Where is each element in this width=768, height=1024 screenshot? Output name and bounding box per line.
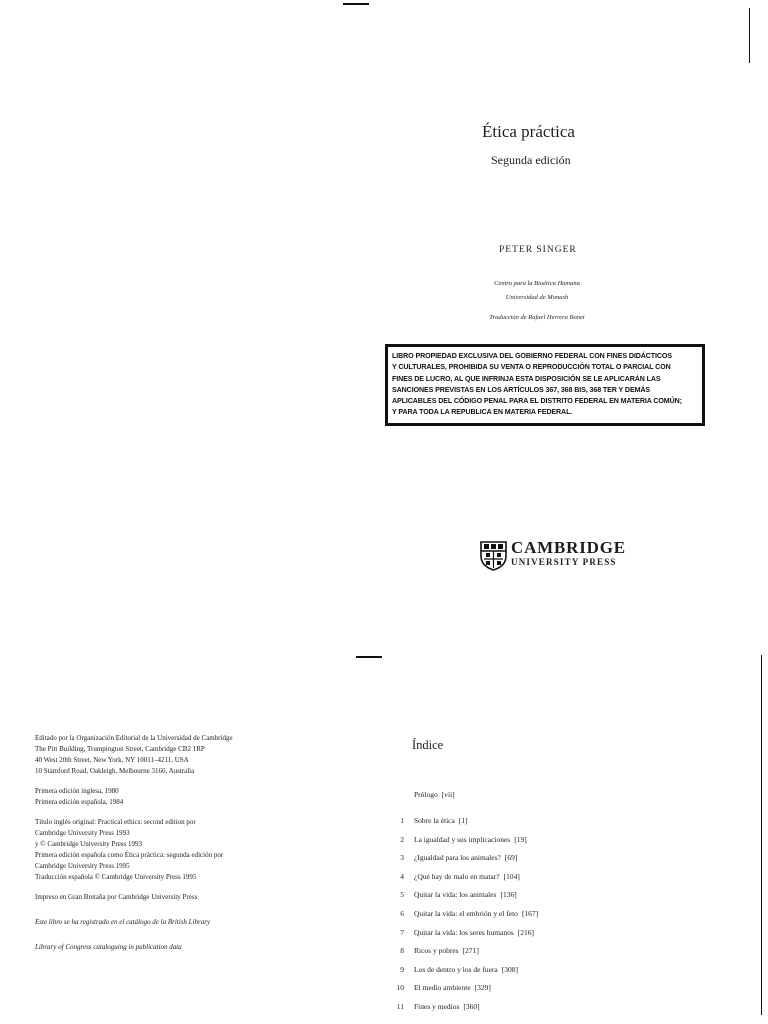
toc-page-ref: [vii] <box>441 790 455 799</box>
affiliation-university: Universidad de Monash <box>505 294 569 301</box>
copyright-line: Impreso en Gran Bretaña por Cambridge University Press <box>35 893 198 901</box>
toc-page-ref: [69] <box>504 853 518 863</box>
toc-entry-title: Sobre la ética <box>414 816 455 825</box>
copyright-line: Primera edición inglesa, 1980 <box>35 787 119 795</box>
publisher-addresses <box>35 733 335 777</box>
toc-entry-title: Fines y medios <box>414 1001 460 1011</box>
publisher-name: CAMBRIDGE <box>511 538 626 557</box>
copyright-line: Editado por la Organización Editorial de la Universidad de Cambridge <box>35 734 233 742</box>
stamp-line: Y CULTURALES, PROHIBIDA SU VENTA O REPRODUCCIÓN TOTAL O PARCIAL CON <box>392 363 671 372</box>
copyright-line: Library of Congress cataloguing in publication data <box>35 943 182 951</box>
toc-entry-title: Quitar la vida: los animales <box>414 890 497 900</box>
scan-mark-top <box>343 3 369 5</box>
british-library-note <box>35 917 335 928</box>
copyright-line: 40 West 20th Street, New York, NY 10011–4211, USA <box>35 756 189 764</box>
scan-edge-right-bottom <box>761 655 762 1015</box>
toc-entry-title: Quitar la vida: el embrión y el feto <box>414 908 518 918</box>
author-name: PETER SINGER <box>499 245 577 255</box>
table-of-contents <box>390 790 760 1021</box>
scan-edge-right-top <box>749 8 750 63</box>
toc-page-ref: [360] <box>463 1001 480 1011</box>
toc-entry[interactable] <box>390 1002 760 1021</box>
toc-entry[interactable] <box>390 853 760 872</box>
copyright-line: The Pitt Building, Trumpington Street, Cambridge CB2 1RP <box>35 745 205 753</box>
copyright-line: Título inglés original: Practical ethics: second edition por <box>35 818 196 826</box>
toc-chapter-number: 10 <box>396 983 404 993</box>
toc-entry-title: El medio ambiente <box>414 983 471 993</box>
copyright-line: Traducción española © Cambridge University Press 1995 <box>35 873 197 881</box>
stamp-line: SANCIONES PREVISTAS EN LOS ARTÍCULOS 367, 368 BIS, 368 TER Y DEMÁS <box>392 385 651 394</box>
toc-entry-title: ¿Igualdad para los animales? <box>414 853 501 863</box>
publisher-subname: UNIVERSITY PRESS <box>511 557 617 567</box>
toc-entry[interactable] <box>390 909 760 928</box>
toc-entry[interactable] <box>390 946 760 965</box>
toc-entry-title: Los de dentro y los de fuera <box>414 964 498 974</box>
stamp-line: APLICABLES DEL CÓDIGO PENAL PARA EL DISTRITO FEDERAL EN MATERIA COMÚN; <box>392 397 682 406</box>
toc-page-ref: [1] <box>458 816 468 825</box>
book-subtitle: Segunda edición <box>491 153 571 167</box>
toc-page-ref: [308] <box>501 964 518 974</box>
toc-page-ref: [329] <box>474 983 491 993</box>
toc-page-ref: [167] <box>521 908 539 918</box>
toc-entry[interactable] <box>390 835 760 854</box>
copyright-line: Primera edición española como Ética práctica: segunda edición por <box>35 851 224 859</box>
toc-chapter-number: 8 <box>400 946 404 956</box>
copyright-notices <box>35 817 335 883</box>
ownership-stamp <box>385 344 705 426</box>
toc-chapter-number: 11 <box>396 1001 404 1011</box>
toc-chapter-number: 2 <box>400 834 404 844</box>
book-title: Ética práctica <box>482 122 575 141</box>
copyright-line: Cambridge University Press 1995 <box>35 862 130 870</box>
toc-chapter-number: 7 <box>400 927 404 937</box>
toc-entry[interactable] <box>390 890 760 909</box>
translator-credit: Traducción de Rafael Herrera Bonet <box>489 314 585 321</box>
toc-entry[interactable] <box>390 928 760 947</box>
toc-prologue[interactable] <box>390 790 760 816</box>
index-title: Índice <box>412 738 444 752</box>
toc-chapter-number: 6 <box>400 908 404 918</box>
toc-entry[interactable] <box>390 983 760 1002</box>
cambridge-shield-icon <box>480 541 507 571</box>
toc-page-ref: [216] <box>517 927 535 937</box>
toc-page-ref: [271] <box>462 946 479 956</box>
toc-chapter-number: 9 <box>400 964 404 974</box>
toc-entry-title: Quitar la vida: los seres humanos <box>414 927 514 937</box>
library-of-congress-note <box>35 942 335 953</box>
toc-chapter-number: 5 <box>400 890 404 900</box>
toc-entry-title: Ricos y pobres <box>414 946 459 956</box>
publisher-logo <box>480 538 630 576</box>
stamp-line: Y PARA TODA LA REPUBLICA EN MATERIA FEDERAL. <box>392 408 573 417</box>
copyright-line: Este libro se ha registrado en el catálogo de la British Library <box>35 918 211 926</box>
scan-mark-middle <box>356 656 382 658</box>
toc-entry[interactable] <box>390 816 760 835</box>
toc-chapter-number: 1 <box>400 816 404 825</box>
toc-entry[interactable] <box>390 872 760 891</box>
affiliation-center: Centro para la Bioética Humana <box>494 280 580 287</box>
toc-page-ref: [136] <box>500 890 517 900</box>
toc-entry-title: La igualdad y sus implicaciones <box>414 834 511 844</box>
edition-history <box>35 786 335 808</box>
toc-entry-title: ¿Qué hay de malo en matar? <box>414 871 500 881</box>
toc-entry[interactable] <box>390 965 760 984</box>
toc-entry-title: Prólogo <box>414 790 438 799</box>
copyright-line: 10 Stamford Road, Oakleigh, Melbourne 3166, Australia <box>35 767 195 775</box>
toc-page-ref: [19] <box>514 834 527 844</box>
copyright-line: Cambridge University Press 1993 <box>35 829 130 837</box>
stamp-line: LIBRO PROPIEDAD EXCLUSIVA DEL GOBIERNO FEDERAL CON FINES DIDÁCTICOS <box>392 352 672 360</box>
copyright-page <box>35 733 335 962</box>
toc-chapter-number: 3 <box>400 853 404 863</box>
copyright-line: Primera edición española, 1984 <box>35 798 124 806</box>
toc-chapter-number: 4 <box>400 871 404 881</box>
stamp-line: FINES DE LUCRO, AL QUE INFRINJA ESTA DISPOSICIÓN SE LE APLICARÁN LAS <box>392 374 661 383</box>
toc-page-ref: [104] <box>503 871 520 881</box>
copyright-line: y © Cambridge University Press 1993 <box>35 840 143 848</box>
printing-info <box>35 892 335 903</box>
